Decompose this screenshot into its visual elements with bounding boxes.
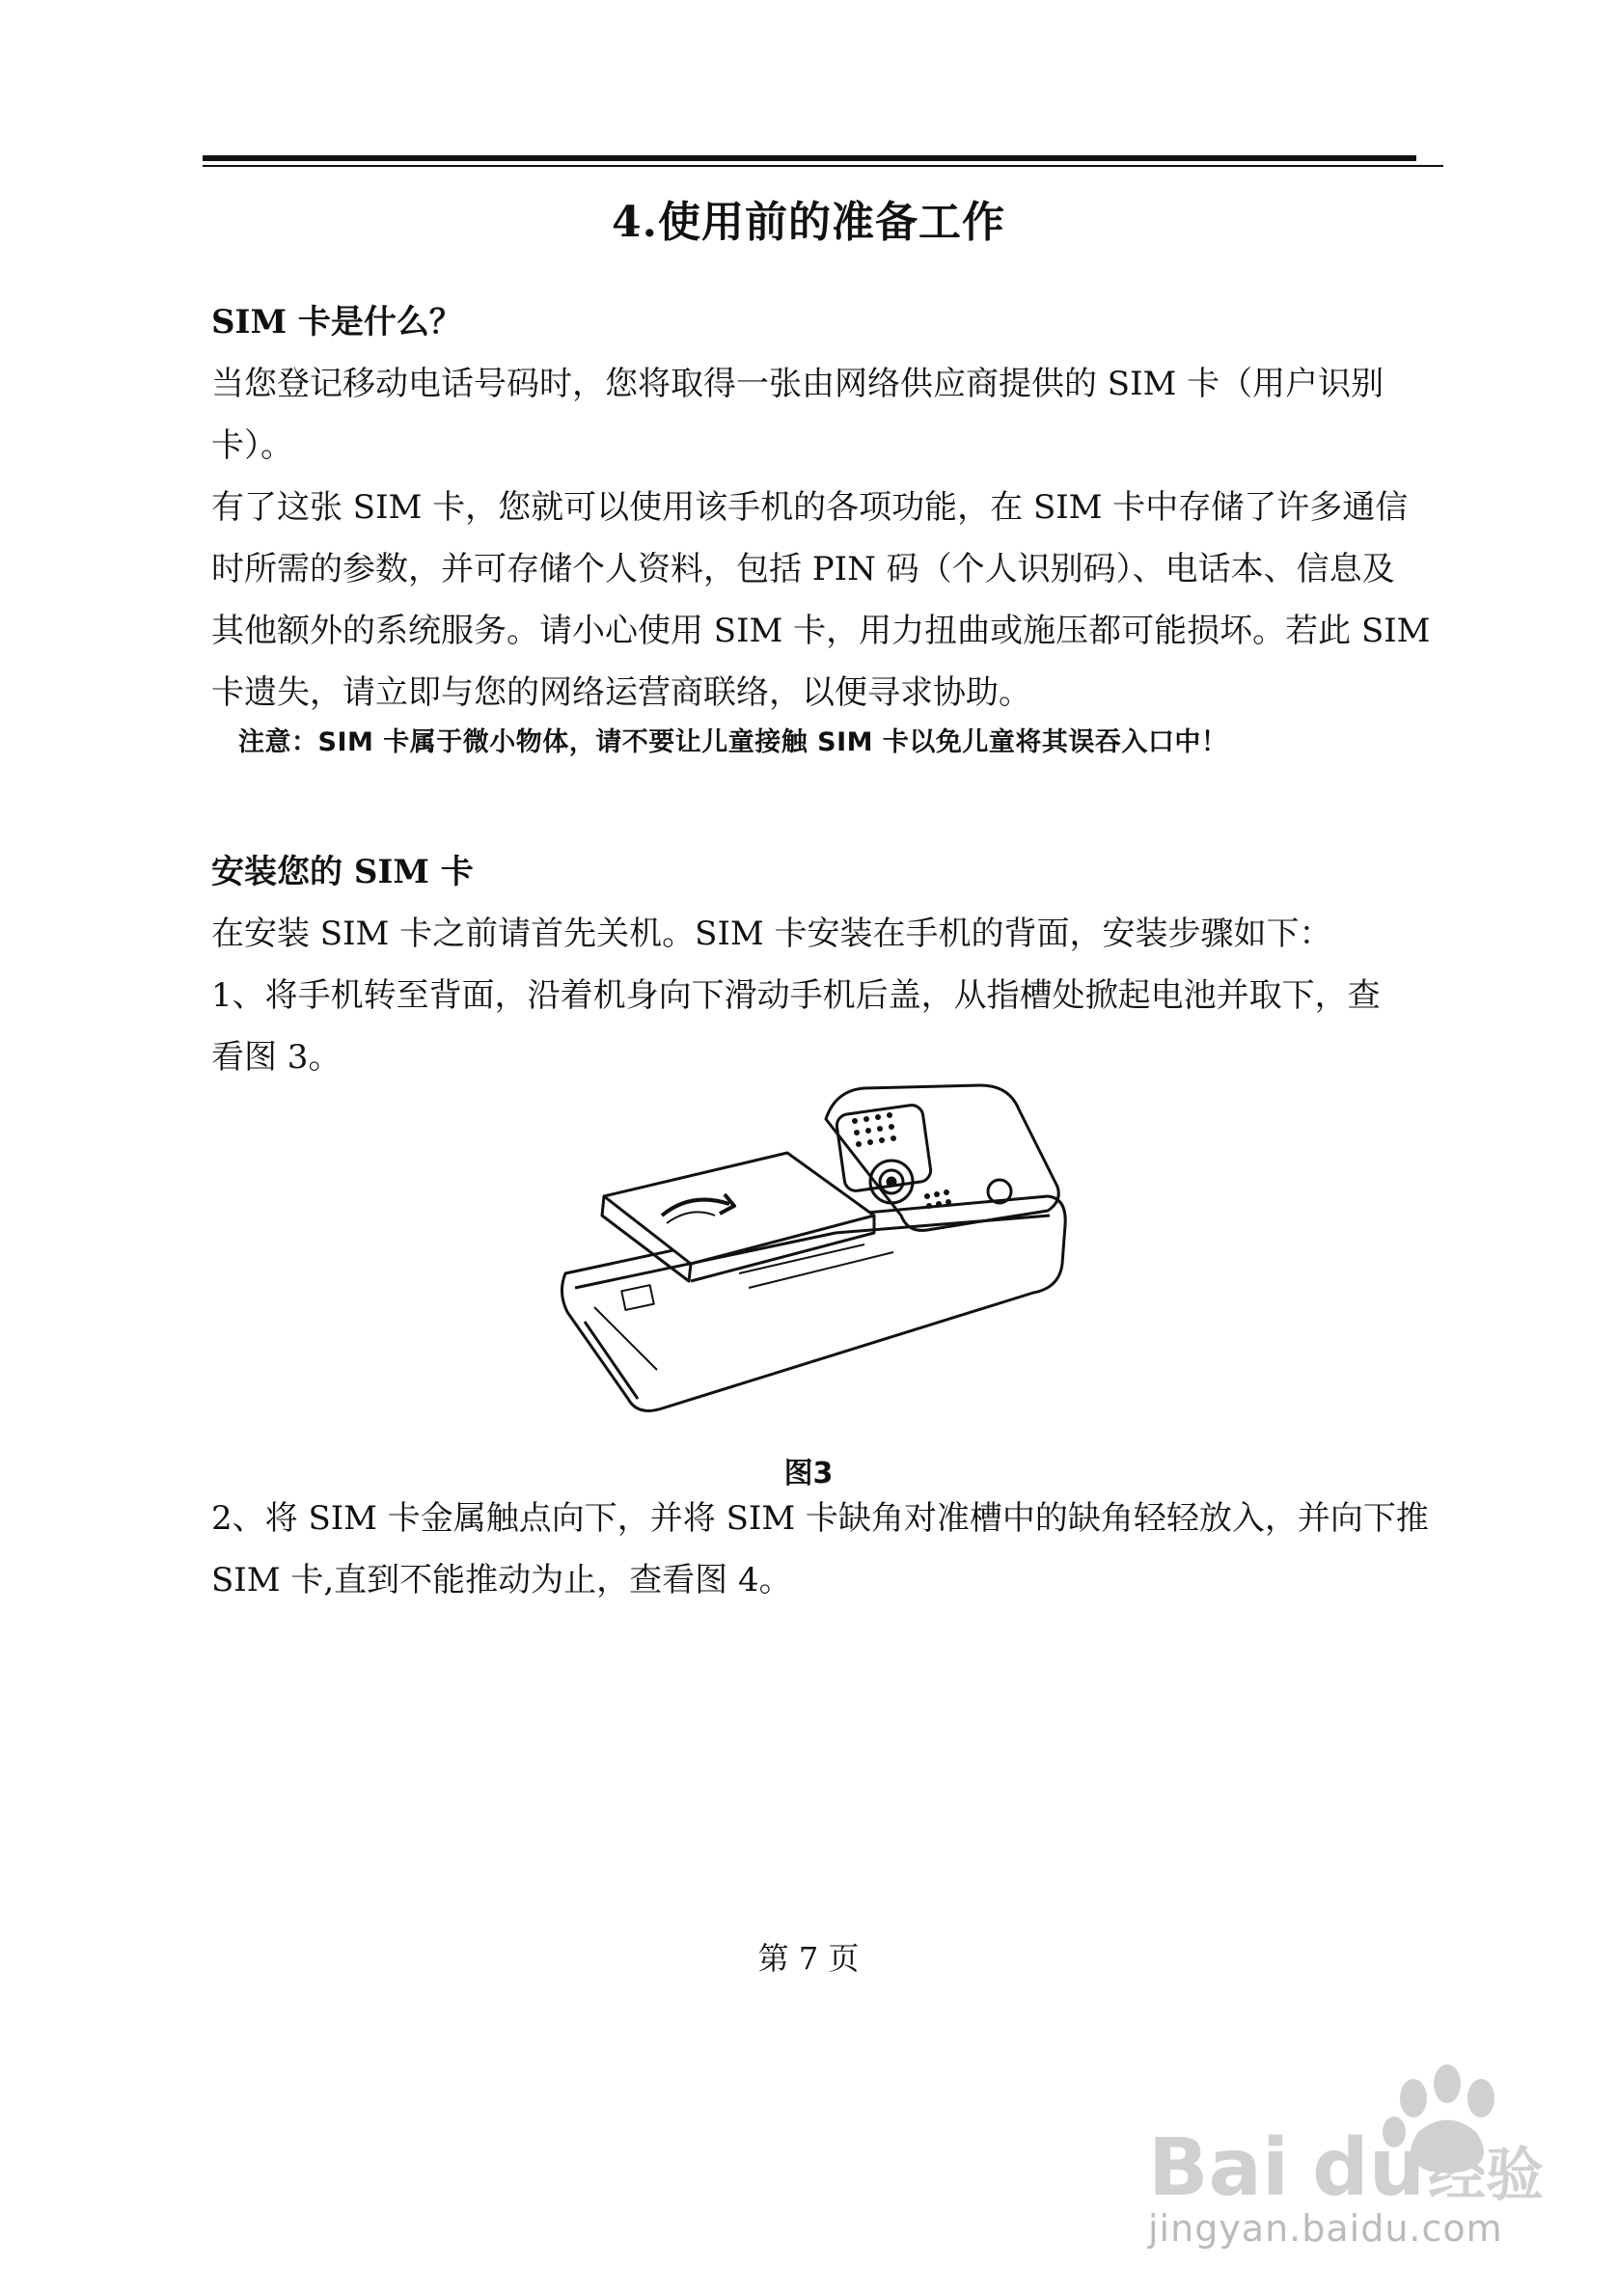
section-sim-what <box>211 291 1437 724</box>
paragraph-line: 当您登记移动电话号码时，您将取得一张由网络供应商提供的 SIM 卡（用户识别 <box>211 365 1384 403</box>
step-line: 看图 3。 <box>211 1038 342 1077</box>
svg-text:Bai: Bai <box>1148 2122 1289 2214</box>
watermark-url: jingyan.baidu.com <box>1148 2207 1503 2250</box>
step-line: 1、将手机转至背面，沿着机身向下滑动手机后盖，从指槽处掀起电池并取下，查 <box>211 976 1381 1015</box>
phone-battery-illustration <box>546 1080 1067 1437</box>
step-line: 2、将 SIM 卡金属触点向下，并将 SIM 卡缺角对准槽中的缺角轻轻放入，并向下推 <box>211 1499 1429 1538</box>
paragraph-line: 时所需的参数，并可存储个人资料，包括 PIN 码（个人识别码）、电话本、信息及 <box>211 550 1395 588</box>
section-install-step2 <box>211 1488 1437 1611</box>
paragraph-line: 卡遗失，请立即与您的网络运营商联络，以便寻求协助。 <box>211 673 1031 712</box>
warning-note: 注意：SIM 卡属于微小物体，请不要让儿童接触 SIM 卡以免儿童将其误吞入口中！ <box>238 727 1228 757</box>
section-install-sim <box>211 841 1437 1088</box>
section-heading-install-sim: 安装您的 SIM 卡 <box>211 853 474 891</box>
page-title: 4.使用前的准备工作 <box>612 198 1005 247</box>
page-number: 第 7 页 <box>757 1940 860 1977</box>
paragraph-line: 卡）。 <box>211 426 293 465</box>
paragraph-line: 其他额外的系统服务。请小心使用 SIM 卡，用力扭曲或施压都可能损坏。若此 SIM <box>211 612 1431 650</box>
svg-text:经验: 经验 <box>1428 2142 1544 2209</box>
figure-caption: 图3 <box>783 1457 834 1490</box>
section-heading-sim-what: SIM 卡是什么？ <box>211 303 462 342</box>
svg-text:du: du <box>1312 2122 1426 2214</box>
step-line: SIM 卡,直到不能推动为止，查看图 4。 <box>211 1561 792 1599</box>
header-rule-thin <box>203 165 1443 167</box>
header-rule-thick <box>203 155 1416 161</box>
paragraph-line: 在安装 SIM 卡之前请首先关机。SIM 卡安装在手机的背面，安装步骤如下： <box>211 915 1332 953</box>
paragraph-line: 有了这张 SIM 卡，您就可以使用该手机的各项功能，在 SIM 卡中存储了许多通信 <box>211 488 1409 527</box>
